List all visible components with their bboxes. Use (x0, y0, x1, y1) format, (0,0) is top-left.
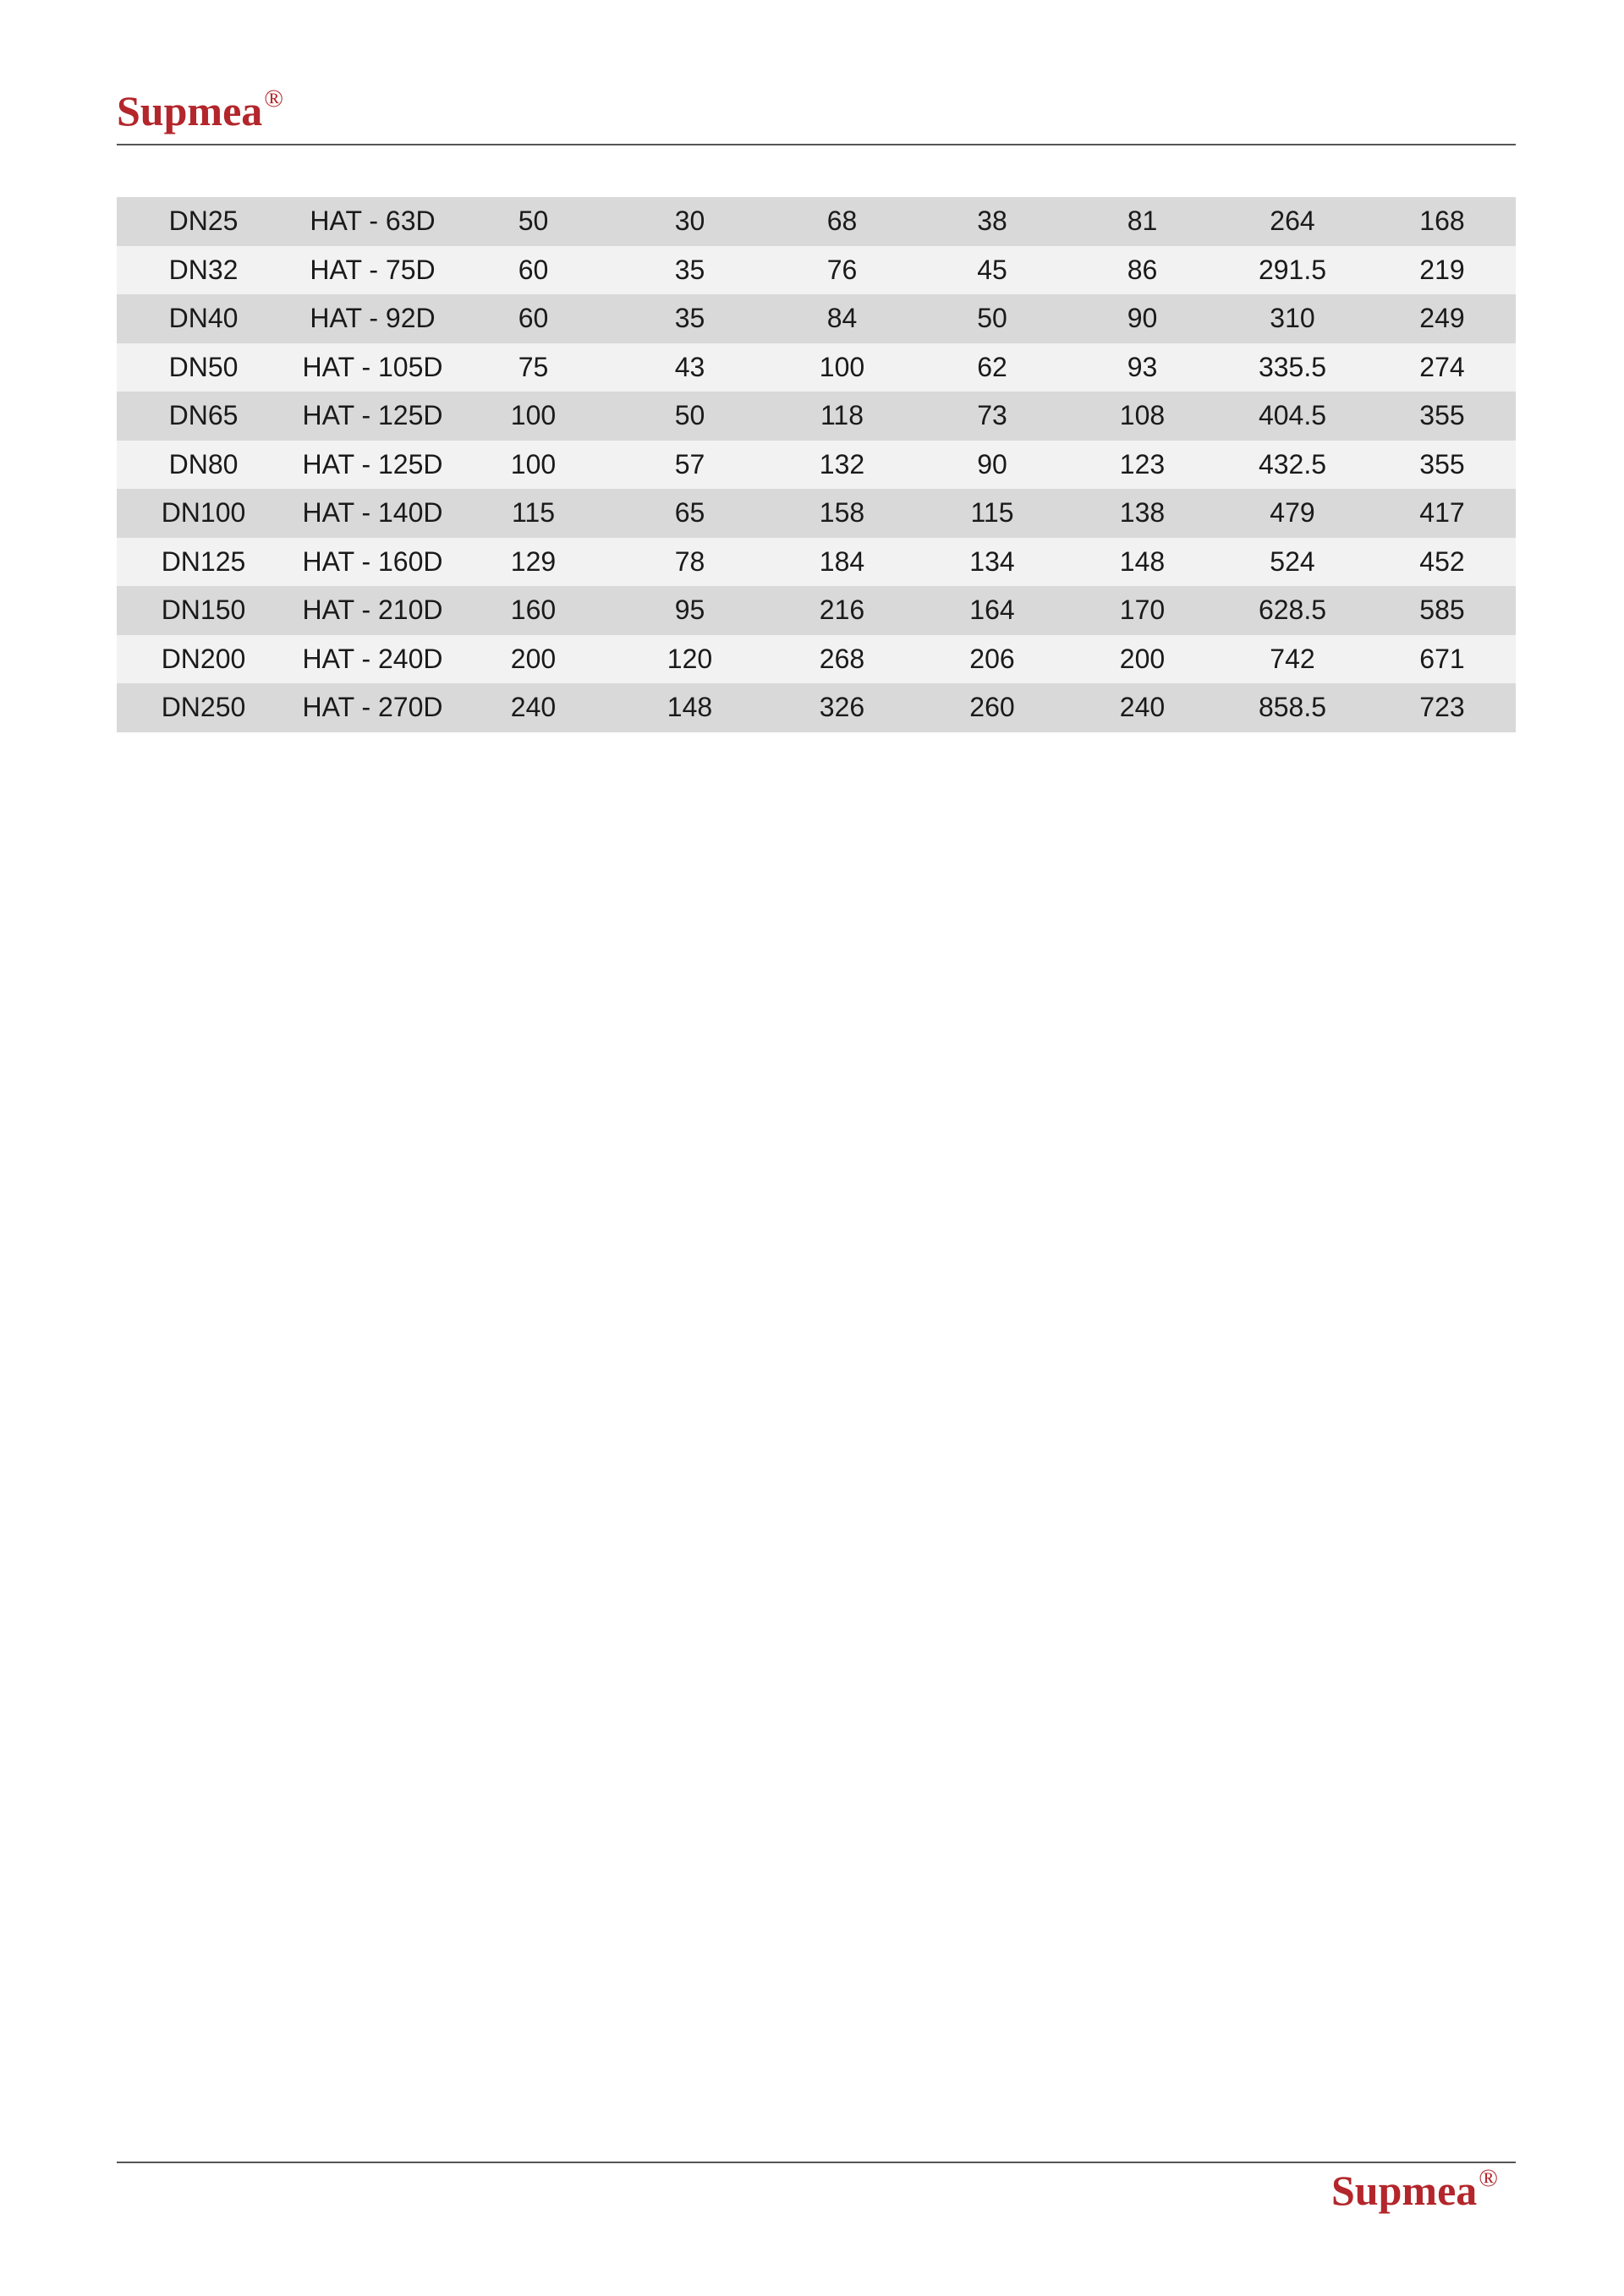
table-cell: 62 (916, 343, 1068, 392)
table-cell: 158 (768, 489, 916, 538)
dimension-table-body (117, 197, 1516, 732)
table-cell: 35 (612, 246, 768, 295)
table-cell: 335.5 (1216, 343, 1369, 392)
table-cell: 628.5 (1216, 586, 1369, 635)
table-cell: 206 (916, 635, 1068, 684)
header-divider (117, 144, 1516, 145)
table-cell: DN250 (117, 683, 290, 732)
footer-registered-mark: ® (1479, 2164, 1499, 2192)
table-cell: 86 (1068, 246, 1216, 295)
table-cell: 50 (916, 294, 1068, 343)
table-cell: 115 (455, 489, 612, 538)
table-cell: 75 (455, 343, 612, 392)
table-row (117, 489, 1516, 538)
table-cell: 858.5 (1216, 683, 1369, 732)
table-cell: 355 (1369, 441, 1516, 490)
table-cell: HAT - 105D (290, 343, 455, 392)
table-cell: 73 (916, 392, 1068, 441)
table-cell: 129 (455, 538, 612, 587)
table-cell: DN65 (117, 392, 290, 441)
table-cell: HAT - 125D (290, 392, 455, 441)
table-cell: 65 (612, 489, 768, 538)
table-row (117, 538, 1516, 587)
table-row (117, 683, 1516, 732)
table-cell: 118 (768, 392, 916, 441)
table-cell: 168 (1369, 197, 1516, 246)
table-cell: 479 (1216, 489, 1369, 538)
table-cell: 310 (1216, 294, 1369, 343)
table-cell: 148 (1068, 538, 1216, 587)
table-cell: 120 (612, 635, 768, 684)
table-cell: 260 (916, 683, 1068, 732)
table-cell: 30 (612, 197, 768, 246)
table-cell: 291.5 (1216, 246, 1369, 295)
table-cell: HAT - 210D (290, 586, 455, 635)
table-row (117, 197, 1516, 246)
footer-brand-text: Supmea (1331, 2167, 1478, 2214)
table-row (117, 343, 1516, 392)
table-cell: 723 (1369, 683, 1516, 732)
table-cell: HAT - 63D (290, 197, 455, 246)
table-cell: 35 (612, 294, 768, 343)
table-cell: 100 (768, 343, 916, 392)
table-cell: 268 (768, 635, 916, 684)
table-cell: 108 (1068, 392, 1216, 441)
table-cell: 742 (1216, 635, 1369, 684)
table-cell: 249 (1369, 294, 1516, 343)
table-cell: DN150 (117, 586, 290, 635)
table-cell: 84 (768, 294, 916, 343)
table-cell: 264 (1216, 197, 1369, 246)
table-cell: 93 (1068, 343, 1216, 392)
table-cell: 138 (1068, 489, 1216, 538)
table-cell: 274 (1369, 343, 1516, 392)
table-cell: 432.5 (1216, 441, 1369, 490)
table-cell: 355 (1369, 392, 1516, 441)
table-cell: DN50 (117, 343, 290, 392)
table-cell: 76 (768, 246, 916, 295)
table-cell: 50 (455, 197, 612, 246)
table-cell: DN25 (117, 197, 290, 246)
table-cell: DN100 (117, 489, 290, 538)
table-cell: 100 (455, 392, 612, 441)
table-cell: DN200 (117, 635, 290, 684)
header-brand-text: Supmea (117, 87, 263, 134)
table-cell: 240 (455, 683, 612, 732)
table-cell: 38 (916, 197, 1068, 246)
table-cell: 43 (612, 343, 768, 392)
table-cell: 90 (916, 441, 1068, 490)
table-cell: HAT - 270D (290, 683, 455, 732)
table-cell: 170 (1068, 586, 1216, 635)
table-cell: 60 (455, 246, 612, 295)
table-cell: 115 (916, 489, 1068, 538)
table-cell: 417 (1369, 489, 1516, 538)
table-cell: 132 (768, 441, 916, 490)
table-cell: DN32 (117, 246, 290, 295)
table-cell: 123 (1068, 441, 1216, 490)
table-cell: DN125 (117, 538, 290, 587)
table-cell: 219 (1369, 246, 1516, 295)
table-cell: 200 (455, 635, 612, 684)
table-cell: HAT - 125D (290, 441, 455, 490)
table-cell: HAT - 240D (290, 635, 455, 684)
table-row (117, 294, 1516, 343)
table-cell: HAT - 92D (290, 294, 455, 343)
footer-divider (117, 2162, 1516, 2163)
table-cell: 585 (1369, 586, 1516, 635)
table-cell: 184 (768, 538, 916, 587)
table-cell: HAT - 75D (290, 246, 455, 295)
header-registered-mark: ® (264, 85, 284, 112)
table-cell: 57 (612, 441, 768, 490)
header-logo (117, 85, 284, 134)
table-cell: 68 (768, 197, 916, 246)
table-cell: 134 (916, 538, 1068, 587)
table-cell: DN40 (117, 294, 290, 343)
table-row (117, 635, 1516, 684)
table-cell: 78 (612, 538, 768, 587)
table-row (117, 246, 1516, 295)
dimension-table (117, 197, 1516, 732)
table-cell: HAT - 160D (290, 538, 455, 587)
table-row (117, 392, 1516, 441)
table-cell: 100 (455, 441, 612, 490)
table-row (117, 441, 1516, 490)
table-row (117, 586, 1516, 635)
table-cell: 45 (916, 246, 1068, 295)
table-cell: 160 (455, 586, 612, 635)
table-cell: 81 (1068, 197, 1216, 246)
table-cell: 216 (768, 586, 916, 635)
table-cell: 326 (768, 683, 916, 732)
table-cell: HAT - 140D (290, 489, 455, 538)
table-cell: DN80 (117, 441, 290, 490)
table-cell: 671 (1369, 635, 1516, 684)
table-cell: 404.5 (1216, 392, 1369, 441)
table-cell: 50 (612, 392, 768, 441)
footer-logo (1331, 2164, 1499, 2214)
table-cell: 95 (612, 586, 768, 635)
table-cell: 164 (916, 586, 1068, 635)
table-cell: 524 (1216, 538, 1369, 587)
table-cell: 60 (455, 294, 612, 343)
table-cell: 452 (1369, 538, 1516, 587)
table-cell: 148 (612, 683, 768, 732)
table-cell: 90 (1068, 294, 1216, 343)
table-cell: 200 (1068, 635, 1216, 684)
table-cell: 240 (1068, 683, 1216, 732)
